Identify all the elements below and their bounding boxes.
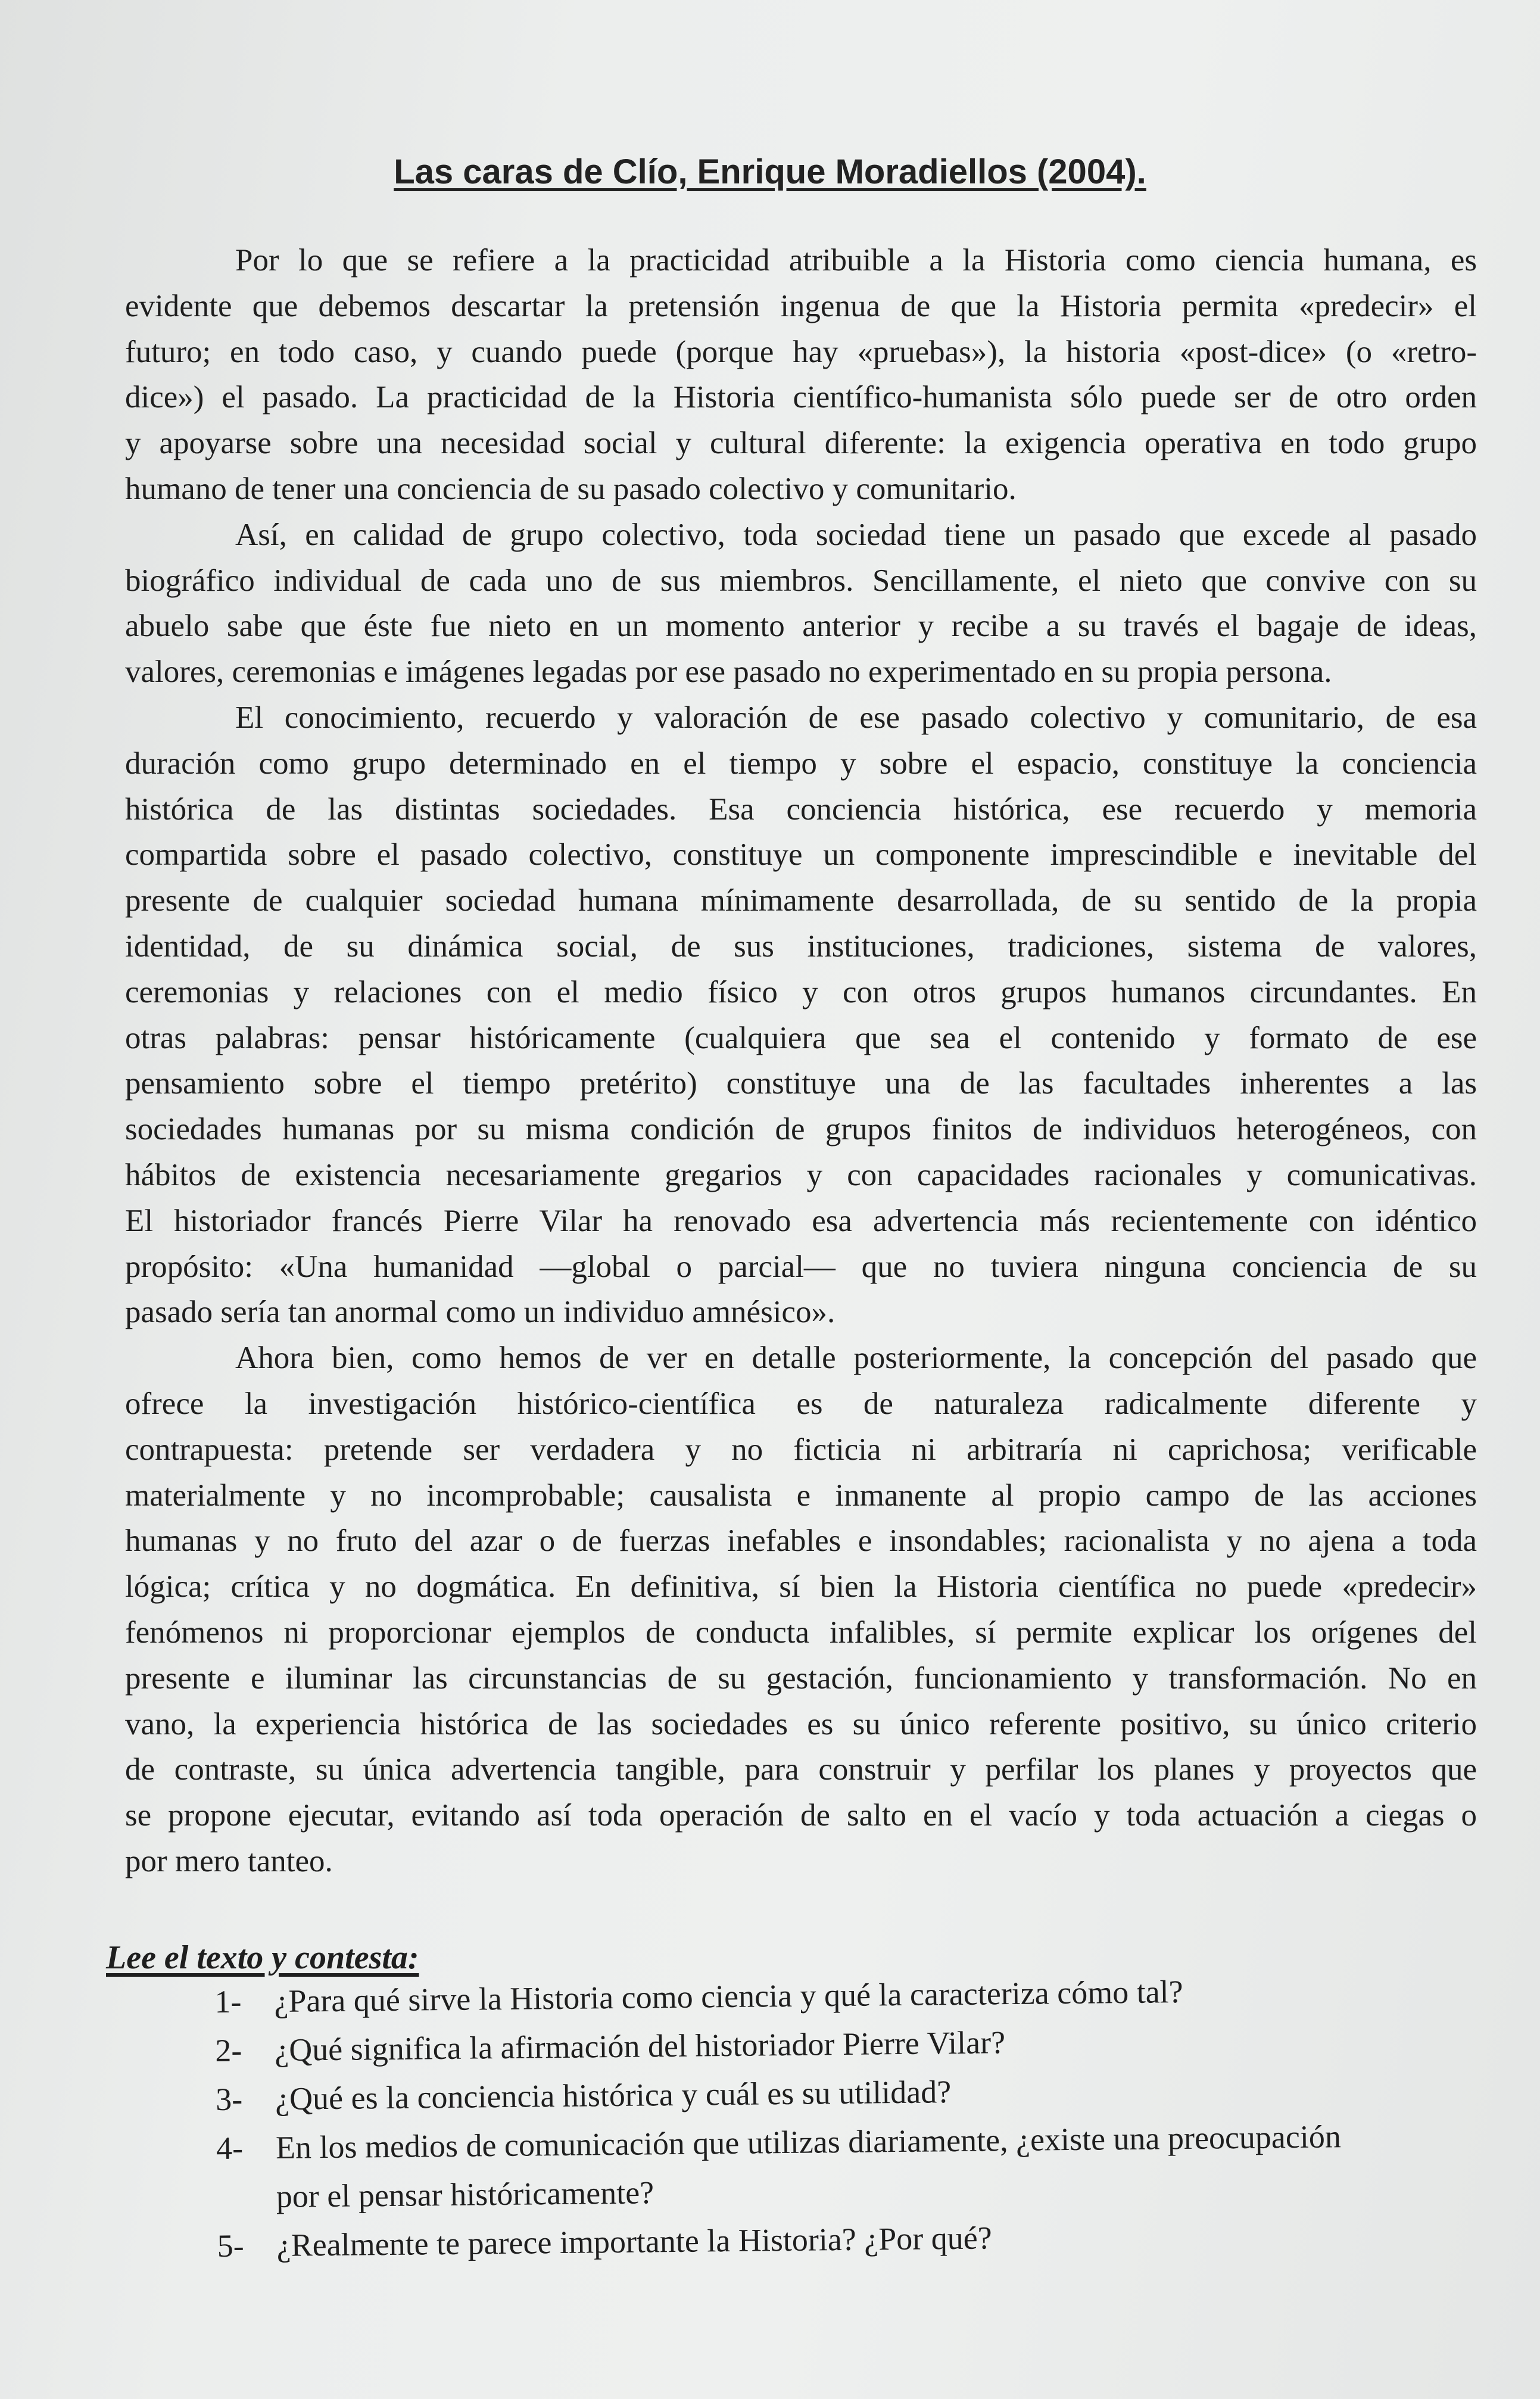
text-line: ofrece la investigación histórico-científica es de naturaleza radicalmente diferente y — [125, 1386, 1477, 1421]
document-body — [125, 238, 1477, 1884]
text-line: lógica; crítica y no dogmática. En definitiva, sí bien la Historia científica no puede «predecir» — [125, 1569, 1477, 1604]
text-line: y apoyarse sobre una necesidad social y cultural diferente: la exigencia operativa en todo grupo — [125, 426, 1477, 461]
question-text: ¿Qué significa la afirmación del historiador Pierre Vilar? — [274, 2024, 1006, 2068]
text-line: pensamiento sobre el tiempo pretérito) constituye una de las facultades inherentes a las — [125, 1066, 1477, 1101]
text-line: sociedades humanas por su misma condición de grupos finitos de individuos heterogéneos, con — [125, 1112, 1477, 1147]
document-title: Las caras de Clío, Enrique Moradiellos (2004). — [394, 152, 1146, 191]
question-text: ¿Para qué sirve la Historia como ciencia y qué la caracteriza cómo tal? — [274, 1973, 1183, 2019]
text-line: presente e iluminar las circunstancias de su gestación, funcionamiento y transformación. No en — [125, 1660, 1477, 1696]
text-line: duración como grupo determinado en el tiempo y sobre el espacio, constituye la conciencia — [125, 746, 1477, 781]
question-text: En los medios de comunicación que utilizas diariamente, ¿existe una preocupación — [275, 2118, 1342, 2166]
text-line: humano de tener una conciencia de su pasado colectivo y comunitario. — [125, 471, 1017, 506]
text-line: histórica de las distintas sociedades. Esa conciencia histórica, ese recuerdo y memoria — [125, 792, 1477, 827]
text-line: hábitos de existencia necesariamente gregarios y con capacidades racionales y comunicativas. — [125, 1157, 1477, 1192]
text-line: humanas y no fruto del azar o de fuerzas inefables e insondables; racionalista y no ajena a toda — [125, 1523, 1477, 1559]
text-line: ceremonias y relaciones con el medio físico y con otros grupos humanos circundantes. En — [125, 974, 1477, 1010]
text-line: Ahora bien, como hemos de ver en detalle posteriormente, la concepción del pasado que — [235, 1341, 1477, 1376]
text-line: El conocimiento, recuerdo y valoración de ese pasado colectivo y comunitario, de esa — [235, 700, 1477, 735]
exercise-heading: Lee el texto y contesta: — [106, 1939, 419, 1976]
question-number: 3- — [215, 2081, 243, 2117]
text-line: Por lo que se refiere a la practicidad atribuible a la Historia como ciencia humana, es — [235, 243, 1477, 278]
text-line: vano, la experiencia histórica de las sociedades es su único referente positivo, su único criterio — [125, 1706, 1477, 1741]
text-line: El historiador francés Pierre Vilar ha renovado esa advertencia más recientemente con idéntico — [125, 1203, 1477, 1238]
text-line: valores, ceremonias e imágenes legadas por ese pasado no experimentado en su propia persona. — [125, 655, 1332, 690]
paragraph — [125, 238, 1477, 512]
text-line: identidad, de su dinámica social, de sus instituciones, tradiciones, sistema de valores, — [125, 929, 1477, 964]
paragraph — [125, 1335, 1477, 1884]
paragraph — [125, 512, 1477, 695]
text-line: compartida sobre el pasado colectivo, constituye un componente imprescindible e inevitable del — [125, 837, 1477, 873]
question-number: 2- — [214, 2032, 242, 2068]
question-list — [214, 1965, 1342, 2270]
text-line: futuro; en todo caso, y cuando puede (porque hay «pruebas»), la historia «post-dice» (o «retro- — [125, 334, 1477, 369]
text-line: por mero tanteo. — [125, 1843, 333, 1878]
question-number: 1- — [214, 1983, 242, 2020]
question-text: ¿Qué es la conciencia histórica y cuál es su utilidad? — [275, 2074, 952, 2117]
text-line: evidente que debemos descartar la pretensión ingenua de que la Historia permita «predecir» el — [125, 288, 1477, 323]
text-line: Así, en calidad de grupo colectivo, toda sociedad tiene un pasado que excede al pasado — [235, 517, 1477, 552]
text-line: propósito: «Una humanidad —global o parcial— que no tuviera ninguna conciencia de su — [125, 1249, 1477, 1284]
text-line: contrapuesta: pretende ser verdadera y no ficticia ni arbitraría ni caprichosa; verificable — [125, 1432, 1477, 1467]
question-text: ¿Realmente te parece importante la Historia? ¿Por qué? — [276, 2220, 992, 2263]
question-text-continuation: por el pensar históricamente? — [276, 2174, 654, 2214]
text-line: otras palabras: pensar históricamente (cualquiera que sea el contenido y formato de ese — [125, 1020, 1477, 1055]
text-line: dice») el pasado. La practicidad de la Historia científico-humanista sólo puede ser de otro orden — [125, 380, 1477, 415]
text-line: fenómenos ni proporcionar ejemplos de conducta infalibles, sí permite explicar los orígenes del — [125, 1615, 1477, 1650]
question-number: 4- — [216, 2130, 244, 2166]
text-line: se propone ejecutar, evitando así toda operación de salto en el vacío y toda actuación a ciegas o — [125, 1798, 1477, 1833]
text-line: abuelo sabe que éste fue nieto en un momento anterior y recibe a su través el bagaje de ideas, — [125, 609, 1477, 644]
text-line: de contraste, su única advertencia tangible, para construir y perfilar los planes y proyectos que — [125, 1752, 1477, 1787]
paragraph — [125, 695, 1477, 1335]
text-line: presente de cualquier sociedad humana mínimamente desarrollada, de su sentido de la propia — [125, 883, 1477, 918]
text-line: biográfico individual de cada uno de sus miembros. Sencillamente, el nieto que convive con su — [125, 563, 1477, 598]
text-line: materialmente y no incomprobable; causalista e inmanente al propio campo de las acciones — [125, 1478, 1477, 1513]
question-number: 5- — [217, 2227, 245, 2264]
text-line: pasado sería tan anormal como un individuo amnésico». — [125, 1295, 836, 1330]
